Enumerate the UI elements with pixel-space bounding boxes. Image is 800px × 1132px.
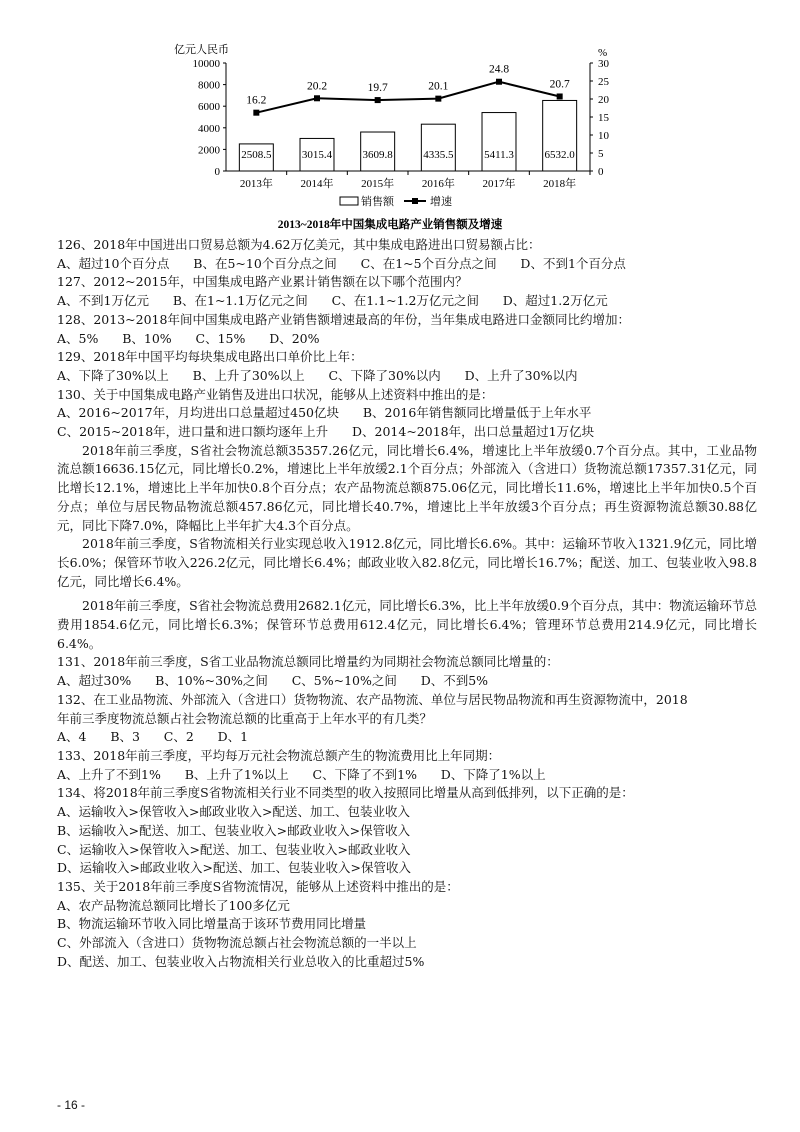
bar-series bbox=[239, 100, 576, 171]
material-paragraph-3: 2018年前三季度，S省社会物流总费用2682.1亿元，同比增长6.3%，比上半年放缓0.9个百分点，其中：物流运输环节总费用1854.6亿元，同比增长6.3%；保管环节总费用612.4亿元，同比增长6.4%；管理环节总费用214.9亿元，同比增长6.4%。 bbox=[57, 598, 757, 651]
y-left-tick-label: 10000 bbox=[192, 58, 220, 70]
legend bbox=[340, 194, 452, 208]
question-135-option-a: A、农产品物流总额同比增长了100多亿元 bbox=[57, 897, 290, 913]
y-left-tick-label: 0 bbox=[214, 166, 220, 178]
bar-value-label: 3015.4 bbox=[301, 149, 333, 161]
y-right-tick-label: 25 bbox=[598, 76, 609, 88]
question-129-stem: 129、2018年中国平均每块集成电路出口单价比上年： bbox=[57, 349, 363, 365]
material-paragraph-1: 2018年前三季度，S省社会物流总额35357.26亿元，同比增长6.4%，增速比上半年放缓0.7个百分点。其中，工业品物流总额16636.15亿元，同比增长0.2%，增速比上半年放缓2.1个百分点；外部流入（含进口）货物流总额17357.31亿元，同比增长12.1%，增速比上半年加快0.8个百分点；农产品物流总额875.06亿元，同比增长11.6%，增速比上半年加快0.5个百分点；单位与居民物品物流总额457.86亿元，同比增长40.7%，增速比上半年放缓3个百分点；再生资源物流总额30.88亿元，同比下降7.0%，降幅比上半年扩大4.3个百分点。 bbox=[57, 442, 757, 533]
bar-value-label: 4335.5 bbox=[423, 149, 454, 161]
question-128-stem: 128、2013~2018年间中国集成电路产业销售额增速最高的年份，当年集成电路进口金额同比约增加： bbox=[57, 311, 630, 327]
growth-value-label: 16.2 bbox=[246, 94, 267, 107]
question-130-stem: 130、关于中国集成电路产业销售及进出口状况，能够从上述资料中推出的是： bbox=[57, 386, 494, 402]
y-right-tick-label: 10 bbox=[598, 130, 609, 142]
y-left-tick-label: 8000 bbox=[198, 79, 220, 92]
question-135-option-b: B、物流运输环节收入同比增量高于该环节费用同比增量 bbox=[57, 916, 367, 932]
bar-value-label: 3609.8 bbox=[362, 149, 393, 161]
chart-title: 2013~2018年中国集成电路产业销售额及增速 bbox=[277, 219, 503, 231]
x-tick-label: 2013年 bbox=[239, 178, 273, 190]
material-paragraph-2: 2018年前三季度，S省物流相关行业实现总收入1912.8亿元，同比增长6.6%。其中：运输环节收入1321.9亿元，同比增长6.0%；保管环节收入226.2亿元，同比增长6.4%；邮政业收入82.8亿元，同比增长16.7%；配送、加工、包装业收入98.8亿元，同比增长6.4%。 bbox=[57, 536, 757, 589]
question-130-options-ab: A、2016~2017年，月均进出口总量超过450亿块 B、2016年销售额同比增量低于上年水平 bbox=[57, 405, 592, 421]
question-133-stem: 133、2018年前三季度，平均每万元社会物流总额产生的物流费用比上年同期： bbox=[57, 747, 501, 763]
x-tick-label: 2015年 bbox=[361, 178, 395, 190]
question-135-stem: 135、关于2018年前三季度S省物流情况，能够从上述资料中推出的是： bbox=[57, 878, 459, 894]
question-134-option-d: D、运输收入>邮政业收入>配送、加工、包装业收入>保管收入 bbox=[57, 860, 411, 876]
legend-bar-swatch bbox=[340, 197, 358, 205]
legend-line-label: 增速 bbox=[430, 196, 452, 208]
growth-line bbox=[256, 82, 559, 113]
growth-value-label: 19.7 bbox=[367, 82, 388, 95]
question-134-option-b: B、运输收入>配送、加工、包装业收入>邮政业收入>保管收入 bbox=[57, 822, 411, 838]
x-tick-label: 2018年 bbox=[543, 178, 577, 190]
question-134-stem: 134、将2018年前三季度S省物流相关行业不同类型的收入按照同比增量从高到低排列，以下正确的是： bbox=[57, 785, 634, 801]
growth-point bbox=[375, 97, 381, 103]
question-135-option-c: C、外部流入（含进口）货物物流总额占社会物流总额的一半以上 bbox=[57, 935, 417, 951]
question-127-options: A、不到1万亿元 B、在1~1.1万亿元之间 C、在1.1~1.2万亿元之间 D、超过1.2万亿元 bbox=[57, 293, 608, 309]
y-right-tick-label: 15 bbox=[598, 112, 609, 124]
legend-bar-label: 销售额 bbox=[361, 196, 394, 208]
question-130-options-cd: C、2015~2018年，进口量和进口额均逐年上升 D、2014~2018年，出口总量超过1万亿块 bbox=[57, 424, 595, 440]
x-tick-label: 2016年 bbox=[421, 178, 455, 190]
question-131-stem: 131、2018年前三季度，S省工业品物流总额同比增量约为同期社会物流总额同比增量的： bbox=[57, 654, 559, 670]
line-series bbox=[246, 64, 570, 116]
question-131-options: A、超过30% B、10%~30%之间 C、5%~10%之间 D、不到5% bbox=[57, 673, 489, 689]
question-128-options: A、5% B、10% C、15% D、20% bbox=[57, 330, 320, 346]
growth-value-label: 24.8 bbox=[488, 63, 510, 76]
growth-point bbox=[496, 79, 502, 85]
y-right-tick-label: 20 bbox=[598, 94, 609, 106]
bar-sales bbox=[421, 124, 455, 171]
question-129-options: A、下降了30%以上 B、上升了30%以上 C、下降了30%以内 D、上升了30%以内 bbox=[57, 367, 578, 383]
bar-value-label: 5411.3 bbox=[484, 149, 514, 161]
y-left-axis-label: 亿元人民币 bbox=[174, 44, 229, 56]
question-132-stem-line2: 年前三季度物流总额占社会物流总额的比重高于上年水平的有几类？ bbox=[57, 710, 433, 726]
question-134-option-c: C、运输收入>保管收入>配送、加工、包装业收入>邮政业收入 bbox=[57, 841, 411, 857]
y-left-tick-label: 4000 bbox=[198, 122, 220, 135]
bar-value-label: 6532.0 bbox=[544, 149, 575, 161]
question-127-stem: 127、2012~2015年，中国集成电路产业累计销售额在以下哪个范围内？ bbox=[57, 274, 468, 290]
question-132-options: A、4 B、3 C、2 D、1 bbox=[57, 729, 249, 745]
question-134-option-a: A、运输收入>保管收入>邮政业收入>配送、加工、包装业收入 bbox=[57, 804, 410, 820]
growth-point bbox=[253, 110, 259, 116]
question-126-stem: 126、2018年中国进出口贸易总额为4.62万亿美元，其中集成电路进出口贸易额占比： bbox=[57, 237, 541, 252]
y-right-tick-label: 0 bbox=[598, 166, 604, 178]
question-content bbox=[57, 236, 757, 971]
y-left-tick-label: 6000 bbox=[198, 101, 220, 114]
question-132-stem-line1: 132、在工业品物流、外部流入（含进口）货物物流、农产品物流、单位与居民物品物流和再生资源物流中，2018 bbox=[57, 691, 688, 707]
growth-value-label: 20.1 bbox=[428, 80, 449, 93]
growth-point bbox=[314, 95, 320, 101]
question-133-options: A、上升了不到1% B、上升了1%以上 C、下降了不到1% D、下降了1%以上 bbox=[57, 766, 546, 782]
growth-value-label: 20.7 bbox=[549, 78, 570, 91]
bar-value-label: 2508.5 bbox=[241, 149, 272, 161]
y-right-axis-label: % bbox=[598, 47, 608, 59]
y-right-tick-label: 5 bbox=[598, 148, 604, 160]
sales-growth-chart bbox=[150, 40, 620, 235]
question-135-option-d: D、配送、加工、包装业收入占物流相关行业总收入的比重超过5% bbox=[57, 953, 425, 969]
growth-value-label: 20.2 bbox=[306, 80, 328, 93]
y-right-tick-label: 30 bbox=[598, 58, 609, 70]
growth-point bbox=[557, 93, 563, 99]
question-126-options: A、超过10个百分点 B、在5~10个百分点之间 C、在1~5个百分点之间 D、不到1个百分点 bbox=[57, 255, 626, 271]
x-tick-label: 2014年 bbox=[300, 178, 334, 190]
x-tick-label: 2017年 bbox=[482, 178, 516, 190]
page-number: - 16 - bbox=[57, 1098, 86, 1112]
bar-sales bbox=[482, 113, 516, 171]
y-left-tick-label: 2000 bbox=[198, 144, 220, 157]
growth-point bbox=[435, 96, 441, 102]
legend-line-marker bbox=[412, 198, 418, 204]
